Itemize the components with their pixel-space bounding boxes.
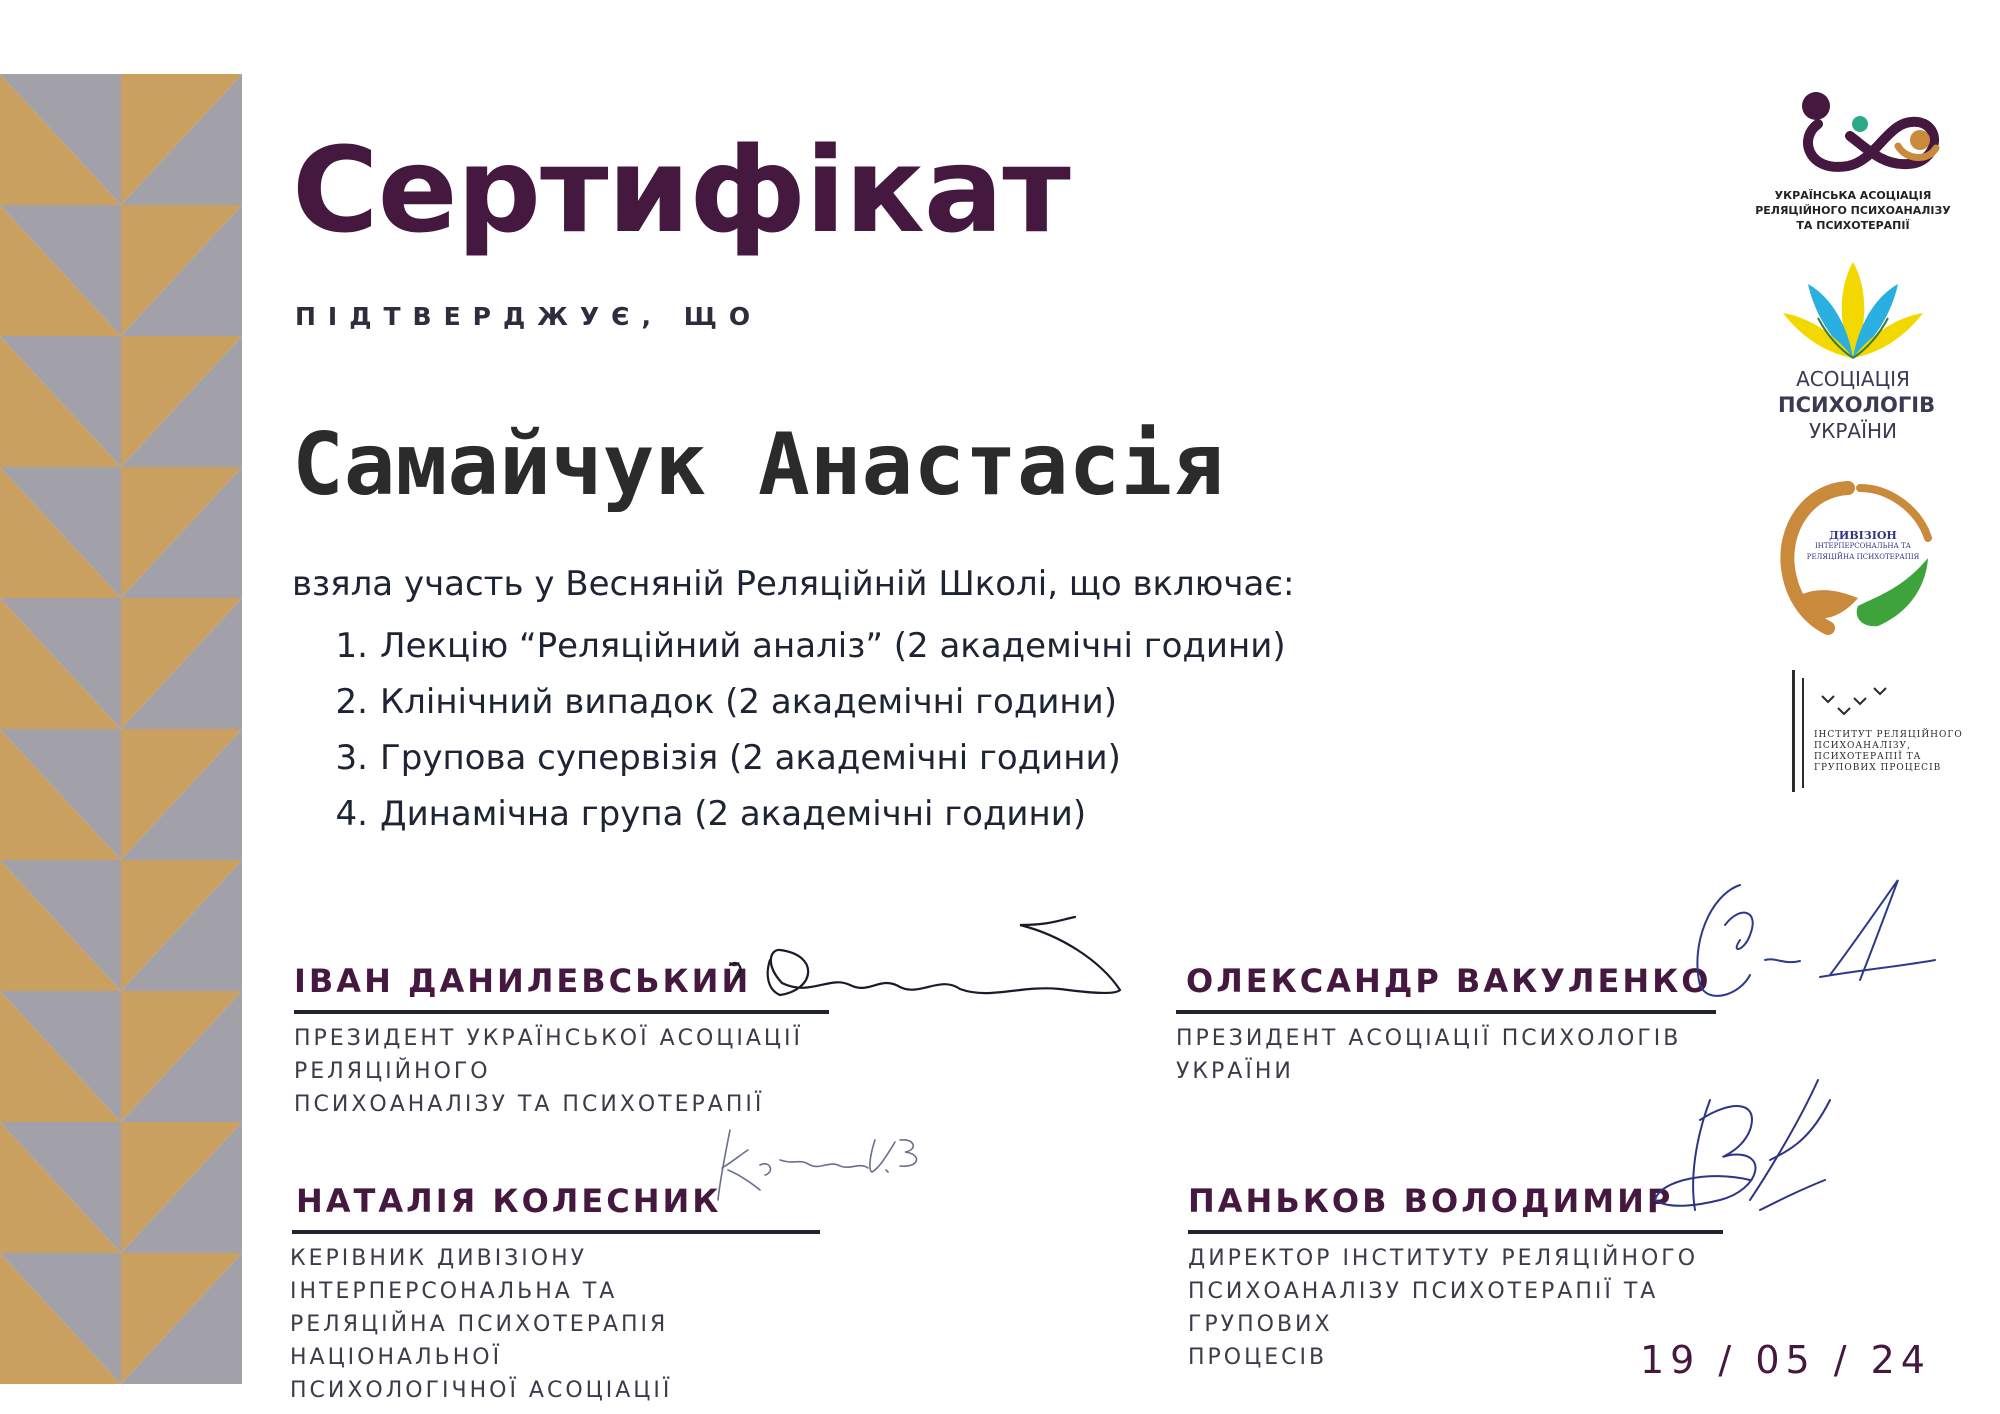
- signer-role-line: ПСИХОАНАЛІЗУ ТА ПСИХОТЕРАПІЇ: [294, 1092, 765, 1117]
- signer-name: ПАНЬКОВ ВОЛОДИМИР: [1188, 1182, 1674, 1220]
- logo-apu: [1778, 258, 1936, 444]
- logo-division-text: [1798, 530, 1928, 563]
- logo-text-line: ІНТЕРПЕРСОНАЛЬНА ТА: [1815, 542, 1911, 550]
- list-item-text: Лекцію “Реляційний аналіз” (2 академічні години): [380, 626, 1286, 666]
- logo-text-line: ПСИХОЛОГІВ: [1778, 393, 1936, 417]
- list-item-number: 4.: [335, 794, 368, 834]
- signature-danylevskyi: [720, 905, 1140, 1010]
- issue-date: 19 / 05 / 24: [1640, 1338, 1931, 1382]
- signer-kolesnyk: [290, 1182, 856, 1407]
- signature-vakulenko: [1680, 865, 1940, 1025]
- list-item-text: Динамічна група (2 академічні години): [380, 794, 1087, 834]
- list-item: [312, 618, 1286, 674]
- signature-kolesnyk: [700, 1110, 940, 1210]
- logo-text-line: ДИВІЗІОН: [1829, 529, 1897, 542]
- signer-role-line: ПРЕЗИДЕНТ УКРАЇНСЬКОЇ АСОЦІАЦІЇ РЕЛЯЦІЙНОГО: [294, 1026, 803, 1084]
- participation-intro: взяла участь у Весняній Реляційній Школі, що включає:: [292, 564, 1295, 604]
- signer-name: НАТАЛІЯ КОЛЕСНИК: [296, 1182, 722, 1220]
- list-item: [312, 730, 1286, 786]
- list-item: [312, 674, 1286, 730]
- signer-role-line: ДИРЕКТОР ІНСТИТУТУ РЕЛЯЦІЙНОГО: [1188, 1246, 1699, 1271]
- signature-line: [1188, 1230, 1723, 1234]
- list-item-number: 3.: [335, 738, 368, 778]
- logo-text-line: ПСИХОТЕРАПІЇ ТА: [1814, 752, 1922, 762]
- logo-text-line: АСОЦІАЦІЯ: [1796, 367, 1910, 391]
- signer-name: ІВАН ДАНИЛЕВСЬКИЙ: [294, 962, 752, 1000]
- infinity-people-icon: [1748, 88, 1958, 184]
- signer-role-line: РЕЛЯЦІЙНА ПСИХОТЕРАПІЯ НАЦІОНАЛЬНОЇ: [290, 1312, 669, 1370]
- list-item-number: 2.: [335, 682, 368, 722]
- logo-uarpp-text: [1748, 188, 1958, 233]
- list-item-text: Клінічний випадок (2 академічні години): [380, 682, 1118, 722]
- logo-text-line: ГРУПОВИХ ПРОЦЕСІВ: [1814, 763, 1942, 773]
- logo-text-line: РЕЛЯЦІЙНА ПСИХОТЕРАПІЯ: [1806, 553, 1920, 561]
- signature-line: [1176, 1010, 1716, 1014]
- logo-text-line: УКРАЇНСЬКА АСОЦІАЦІЯ: [1774, 189, 1932, 202]
- list-item-text: Групова супервізія (2 академічні години): [380, 738, 1121, 778]
- confirms-label: ПІДТВЕРДЖУЄ, ЩО: [295, 302, 763, 331]
- signer-role-line: ПСИХОАНАЛІЗУ ПСИХОТЕРАПІЇ ТА ГРУПОВИХ: [1188, 1279, 1659, 1337]
- logo-text-line: ІНСТИТУТ РЕЛЯЦІЙНОГО: [1814, 730, 1963, 740]
- lotus-flower-icon: [1778, 258, 1928, 362]
- program-list: [312, 618, 1286, 842]
- signer-role-line: ПРОЦЕСІВ: [1188, 1345, 1328, 1370]
- list-item: [312, 786, 1286, 842]
- signature-pankov: [1650, 1060, 1840, 1240]
- logo-text-line: РЕЛЯЦІЙНОГО ПСИХОАНАЛІЗУ: [1755, 204, 1951, 217]
- signer-role-line: ПРЕЗИДЕНТ АСОЦІАЦІЇ ПСИХОЛОГІВ УКРАЇНИ: [1176, 1026, 1682, 1084]
- certificate-title: Сертифікат: [292, 121, 1070, 259]
- logo-institute: [1792, 668, 1972, 798]
- signer-role: [294, 1022, 834, 1121]
- logo-text-line: УКРАЇНИ: [1808, 419, 1898, 443]
- signer-role-line: ПСИХОЛОГІЧНОЇ АСОЦІАЦІЇ: [290, 1378, 673, 1403]
- signer-role: [290, 1242, 856, 1407]
- signer-role-line: КЕРІВНИК ДИВІЗІОНУ ІНТЕРПЕРСОНАЛЬНА ТА: [290, 1246, 618, 1304]
- logo-institute-text: [1814, 730, 1963, 774]
- signature-line: [292, 1230, 820, 1234]
- logo-text-line: ТА ПСИХОТЕРАПІЇ: [1796, 219, 1910, 232]
- logo-text-line: ПСИХОАНАЛІЗУ,: [1814, 741, 1911, 751]
- logo-uarpp: [1748, 88, 1958, 233]
- signer-name: ОЛЕКСАНДР ВАКУЛЕНКО: [1186, 962, 1712, 1000]
- logo-apu-text: [1778, 366, 1936, 444]
- logo-division: [1778, 478, 1938, 638]
- signature-line: [294, 1010, 829, 1014]
- list-item-number: 1.: [335, 626, 368, 666]
- decorative-chevron-stripe: [0, 74, 242, 1390]
- recipient-name: Самайчук Анастасія: [292, 415, 1224, 515]
